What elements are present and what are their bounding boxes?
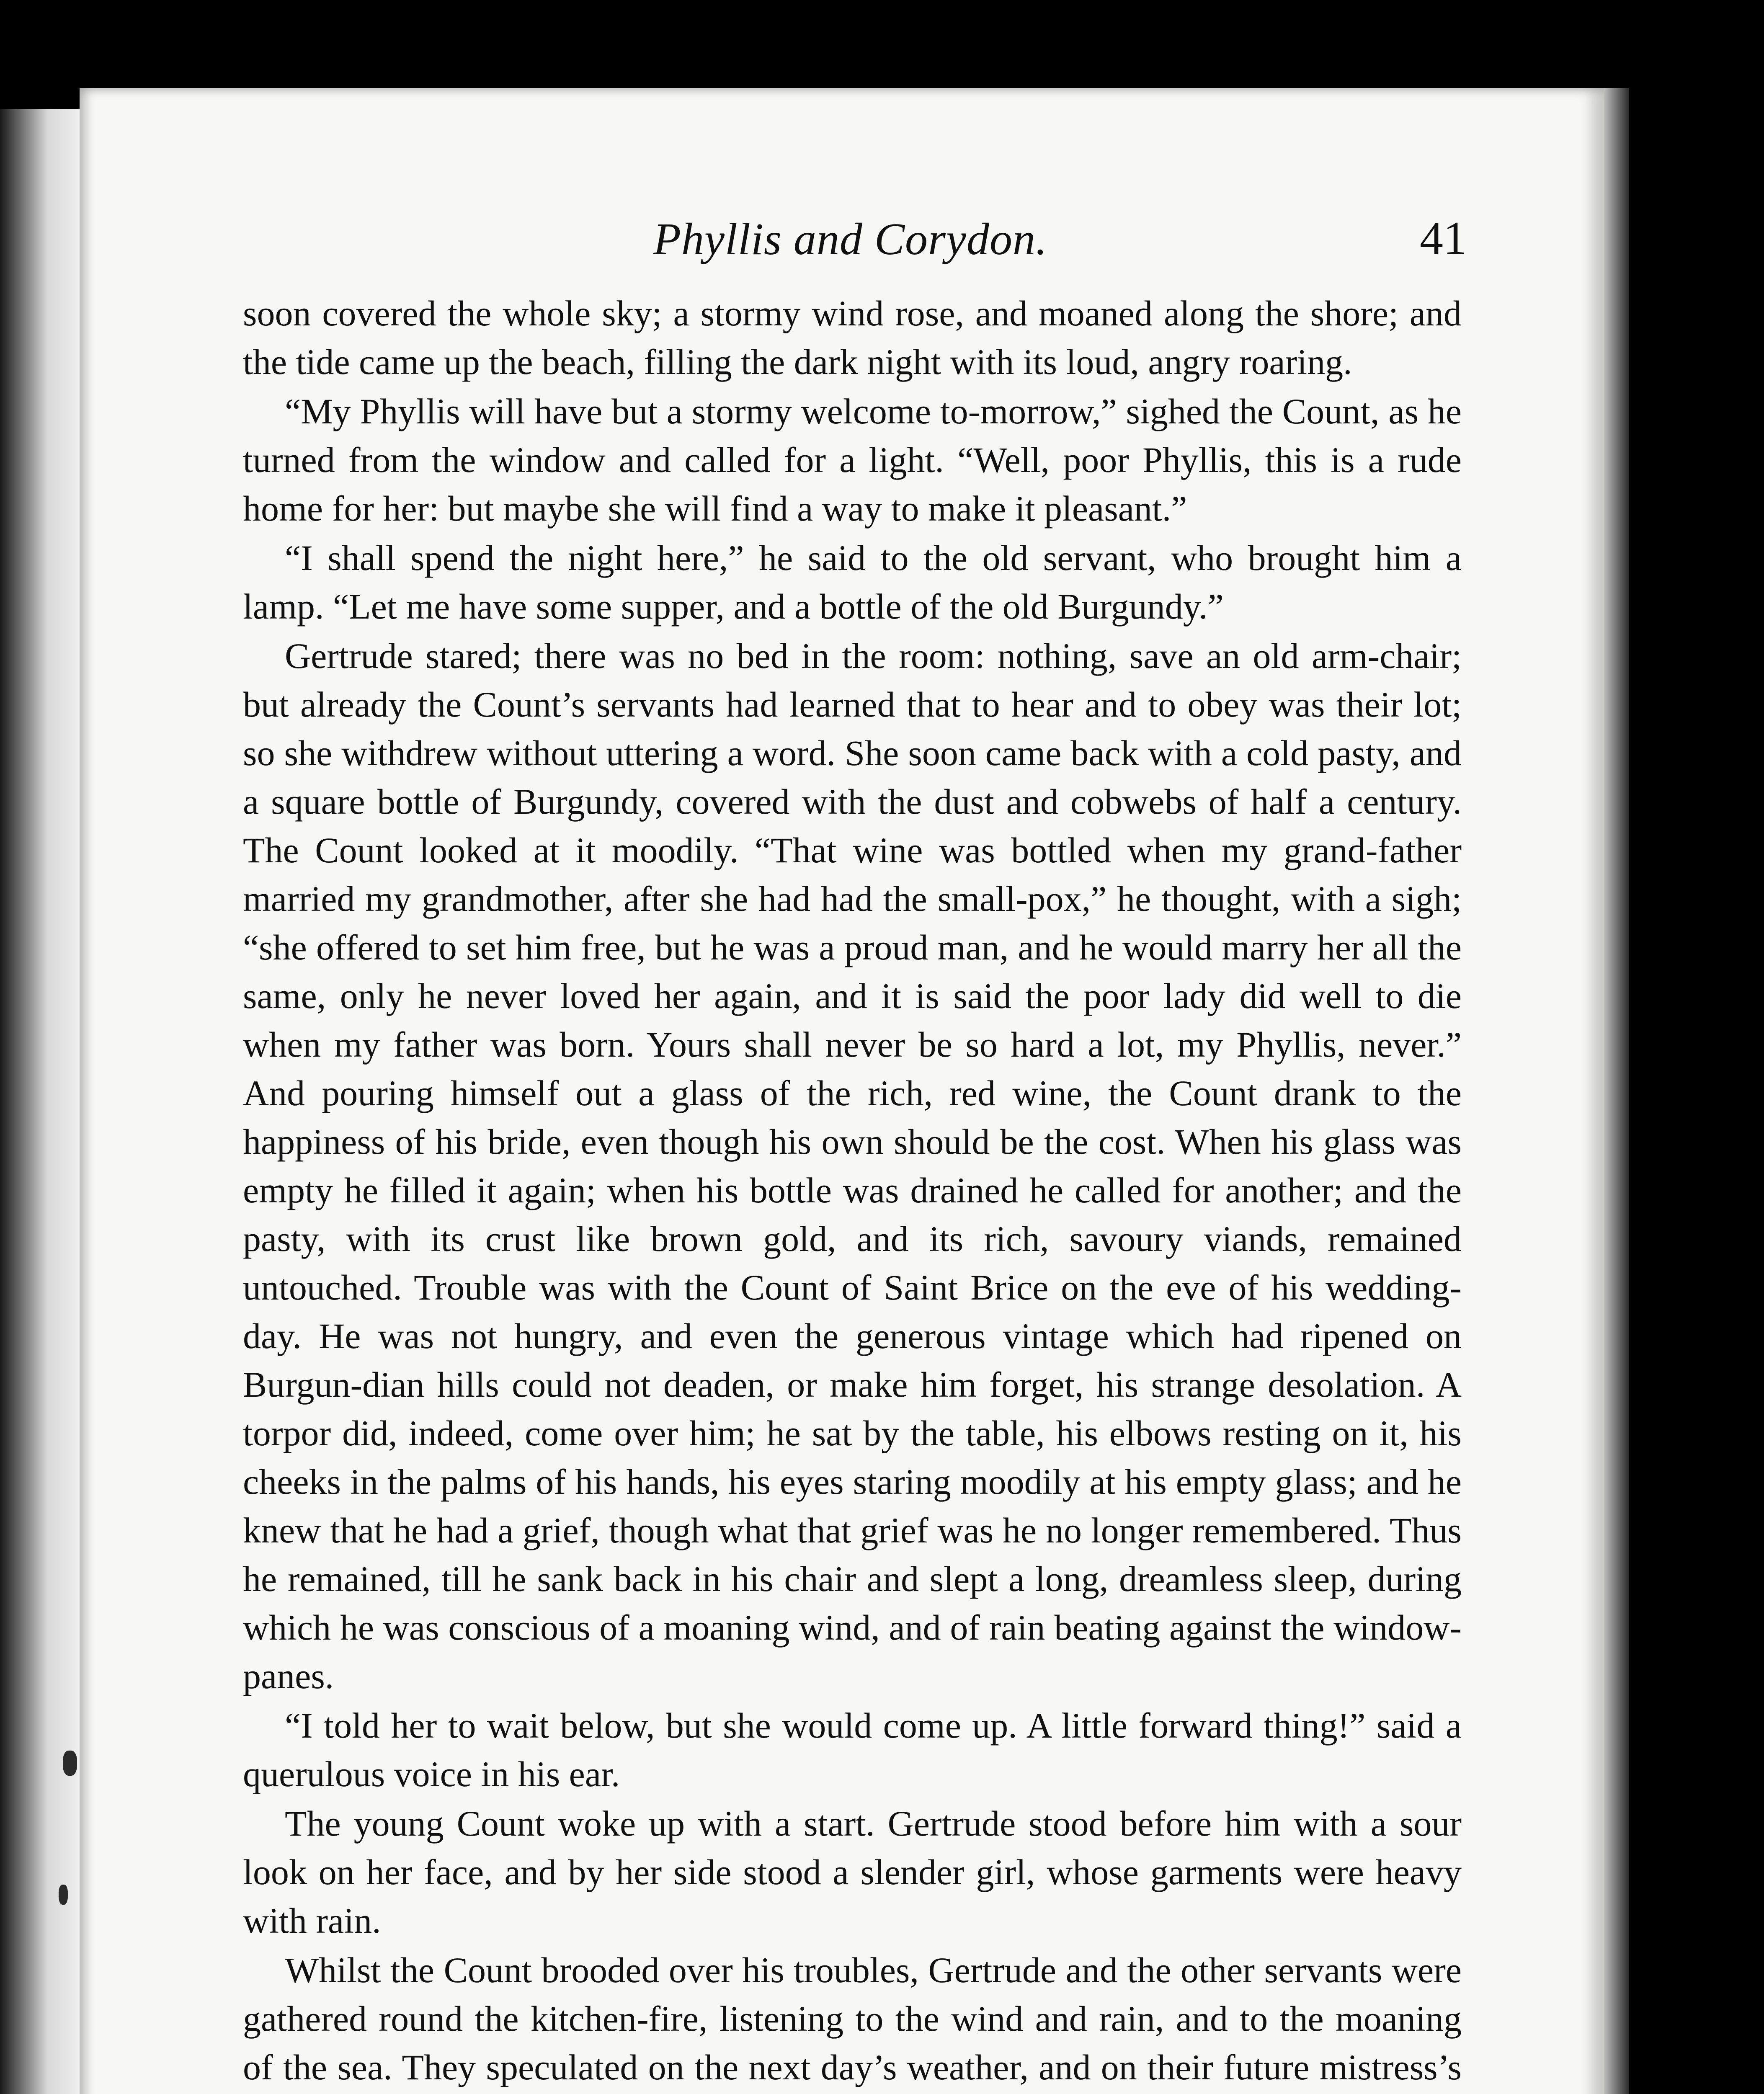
paragraph: “My Phyllis will have but a stormy welcome to-morrow,” sighed the Count, as he turned from the window and called for a light. “Well, poor Phyllis, this is a rude home for her: but maybe she will find a way to make it pleasant.” xyxy=(243,391,1462,529)
paragraph: The young Count woke up with a start. Gertrude stood before him with a sour look on her face, and by her side stood a slender girl, whose garments were heavy with rain. xyxy=(243,1803,1462,1941)
paragraph: “I shall spend the night here,” he said to the old servant, who brought him a lamp. “Let me have some supper, and a bottle of the old Burgundy.” xyxy=(243,538,1462,627)
body-text xyxy=(243,289,1462,2094)
paragraph: Whilst the Count brooded over his troubles, Gertrude and the other servants were gathered round the kitchen-fire, listening to the wind and rain, and to the moaning of the sea. They speculated on the next day’s weather, and on their future mistress’s xyxy=(243,1950,1462,2087)
page-speck xyxy=(63,1751,77,1776)
facing-page-edge xyxy=(0,109,80,2094)
paragraph: Gertrude stared; there was no bed in the room: nothing, save an old arm-chair; but already the Count’s servants had learned that to hear and to obey was their lot; so she withdrew without uttering a word. She soon came back with a cold pasty, and a square bottle of Burgundy, covered with the dust and cobwebs of half a century. The Count looked at it moodily. “That wine was bottled when my grand-father married my grandmother, after she had had the small-pox,” he thought, with a sigh; “she offered to set him free, but he was a proud man, and he would marry her all the same, only he never loved her again, and it is said the poor lady did well to die when my father was born. Yours shall never be so hard a lot, my Phyllis, never.” And pouring himself out a glass of the rich, red wine, the Count drank to the happiness of his bride, even though his own should be the cost. When his glass was empty he filled it again; when his bottle was drained he called for another; and the pasty, with its crust like brown gold, and its rich, savoury viands, remained untouched. Trouble was with the Count of Saint Brice on the eve of his wedding-day. He was not hungry, and even the generous vintage which had ripened on Burgun-dian hills could not deaden, or make him forget, his strange desolation. A torpor did, indeed, come over him; he sat by the table, his elbows resting on it, his cheeks in the palms of his hands, his eyes staring moodily at his empty glass; and he knew that he had a grief, though what that grief was he no longer remembered. Thus he remained, till he sank back in his chair and slept a long, dreamless sleep, during which he was conscious of a moaning wind, and of rain beating against the window-panes. xyxy=(243,636,1462,1696)
paragraph: soon covered the whole sky; a stormy wind rose, and moaned along the shore; and the tide came up the beach, filling the dark night with its loud, angry roaring. xyxy=(243,293,1462,382)
page-speck xyxy=(59,1885,68,1905)
page-edge-shadow xyxy=(1604,88,1629,2094)
page-number: 41 xyxy=(1420,212,1467,264)
paragraph: “I told her to wait below, but she would come up. A little forward thing!” said a querulous voice in his ear. xyxy=(243,1705,1462,1794)
running-head: Phyllis and Corydon. xyxy=(653,214,1047,264)
